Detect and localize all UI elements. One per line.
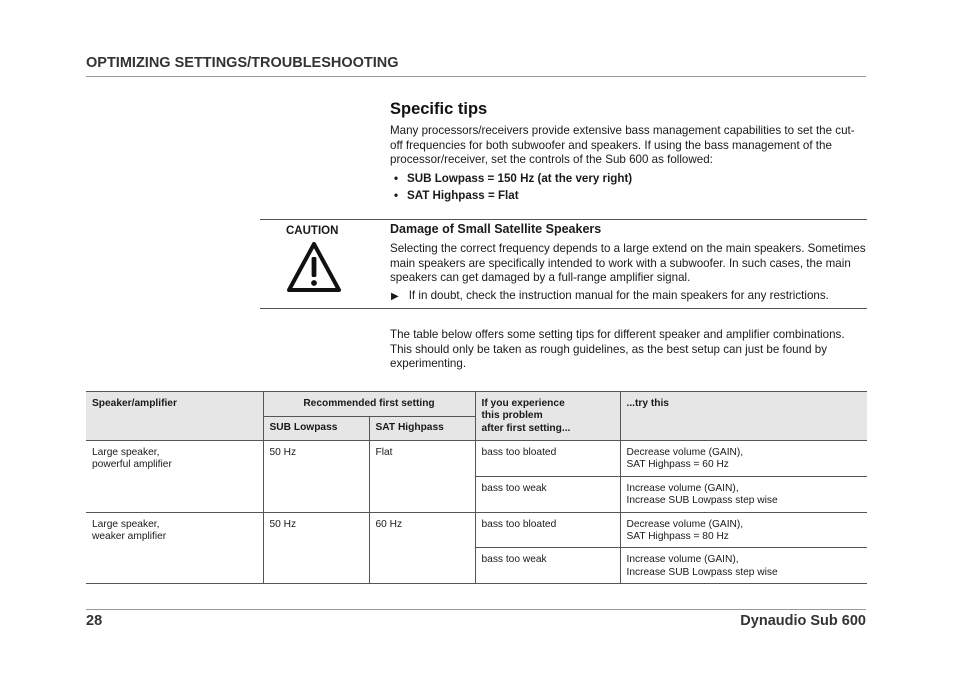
footer-divider (86, 609, 866, 610)
header-try-this: ...try this (620, 392, 867, 441)
problem-cell: bass too weak (475, 548, 620, 584)
sat-highpass-cell: Flat (369, 441, 475, 513)
product-name: Dynaudio Sub 600 (740, 613, 866, 629)
list-item: • SAT Highpass = Flat (394, 189, 519, 202)
problem-cell: bass too bloated (475, 512, 620, 548)
page-number: 28 (86, 613, 103, 629)
intro-paragraph: Many processors/receivers provide extensive bass management capabilities to set the cut-off frequencies for both subwoofer and speakers. If using the bass management of the processor/receiver, set the controls of the Sub 600 as followed: (390, 124, 855, 167)
caution-bottom-divider (260, 308, 867, 309)
bullet-symbol: • (394, 172, 399, 185)
arrow-right-icon: ▶ (391, 291, 399, 302)
caution-action: ▶ If in doubt, check the instruction manual for the main speakers for any restrictions. (391, 289, 829, 302)
header-problem: If you experience this problem after first setting... (475, 392, 620, 441)
settings-bullet-list (390, 170, 866, 204)
problem-cell: bass too weak (475, 476, 620, 512)
table-header-row (86, 392, 867, 417)
page-title: Specific tips (390, 100, 488, 118)
sat-highpass-cell: 60 Hz (369, 512, 475, 584)
sub-lowpass-cell: 50 Hz (263, 512, 369, 584)
try-cell: Increase volume (GAIN), Increase SUB Lowpass step wise (620, 548, 867, 584)
caution-title: Damage of Small Satellite Speakers (390, 222, 602, 236)
caution-label: CAUTION (286, 225, 339, 237)
header-sat-highpass: SAT Highpass (369, 417, 475, 441)
table-row (86, 441, 867, 477)
section-header: OPTIMIZING SETTINGS/TROUBLESHOOTING (86, 55, 399, 71)
header-divider (86, 76, 866, 77)
caution-top-divider (260, 219, 867, 220)
header-sub-lowpass: SUB Lowpass (263, 417, 369, 441)
try-cell: Decrease volume (GAIN), SAT Highpass = 80 Hz (620, 512, 867, 548)
table-intro-paragraph: The table below offers some setting tips for different speaker and amplifier combinations. This should only be taken as rough guidelines, as the best setup can just be found by experimenting. (390, 328, 845, 371)
speaker-cell: Large speaker, weaker amplifier (86, 512, 263, 584)
problem-cell: bass too bloated (475, 441, 620, 477)
warning-triangle-icon (286, 240, 342, 294)
bullet-symbol: • (394, 189, 399, 202)
caution-body: Selecting the correct frequency depends to a large extend on the main speakers. Sometimes main speakers are specifically intended to work with a subwoofer. In such cases, the main speakers can get damaged by a full-range amplifier signal. (390, 242, 866, 285)
speaker-cell: Large speaker, powerful amplifier (86, 441, 263, 513)
header-speaker-amplifier: Speaker/amplifier (86, 392, 263, 441)
table-row (86, 512, 867, 548)
list-item: • SUB Lowpass = 150 Hz (at the very right) (394, 172, 633, 185)
try-cell: Decrease volume (GAIN), SAT Highpass = 60 Hz (620, 441, 867, 477)
try-cell: Increase volume (GAIN), Increase SUB Lowpass step wise (620, 476, 867, 512)
header-recommended-setting: Recommended first setting (263, 392, 475, 417)
sub-lowpass-cell: 50 Hz (263, 441, 369, 513)
settings-tips-table (86, 391, 867, 584)
